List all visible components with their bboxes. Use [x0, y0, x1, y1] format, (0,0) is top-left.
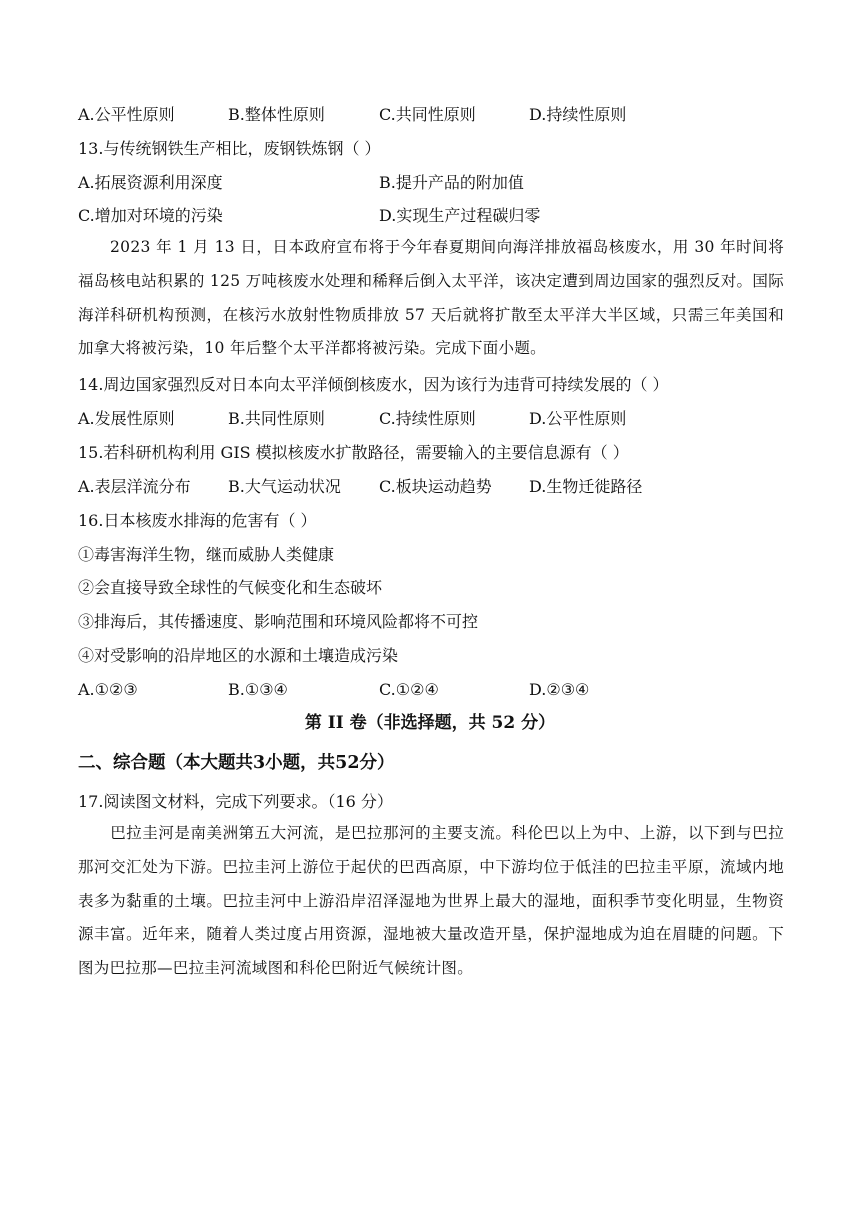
q15-option-b: B.大气运动状况 [228, 477, 341, 496]
q14-stem: 14.周边国家强烈反对日本向太平洋倾倒核废水，因为该行为违背可持续发展的（ ） [78, 375, 669, 394]
material-paragraph-1 [78, 231, 784, 366]
q12-option-d: D.持续性原则 [529, 105, 627, 124]
q13-option-d: D.实现生产过程碳归零 [379, 206, 541, 225]
q13-option-b: B.提升产品的附加值 [379, 173, 524, 192]
q12-option-c: C.共同性原则 [379, 105, 476, 124]
q16-item-4: ④对受影响的沿岸地区的水源和土壤造成污染 [78, 646, 399, 665]
q13-option-c: C.增加对环境的污染 [78, 206, 223, 225]
q13-option-a: A.拓展资源利用深度 [78, 173, 223, 192]
q15-option-c: C.板块运动趋势 [379, 477, 492, 496]
volume-2-title: 第 II 卷（非选择题，共 52 分） [304, 713, 556, 733]
q14-option-a: A.发展性原则 [78, 409, 175, 428]
q15-option-a: A.表层洋流分布 [78, 477, 191, 496]
q16-item-2: ②会直接导致全球性的气候变化和生态破坏 [78, 578, 383, 597]
q16-item-1: ①毒害海洋生物，继而威胁人类健康 [78, 545, 335, 564]
material-paragraph-2 [78, 817, 784, 986]
q16-option-d: D.②③④ [529, 680, 590, 699]
q16-option-a: A.①②③ [78, 680, 138, 699]
q15-option-d: D.生物迁徙路径 [529, 477, 643, 496]
q13-stem: 13.与传统钢铁生产相比，废钢铁炼钢（ ） [78, 139, 381, 158]
q15-stem: 15.若科研机构利用 GIS 模拟核废水扩散路径，需要输入的主要信息源有（ ） [78, 443, 629, 462]
q12-option-b: B.整体性原则 [228, 105, 325, 124]
section-2-title: 二、综合题（本大题共3小题，共52分） [78, 753, 395, 773]
material-1-text: 2023 年 1 月 13 日，日本政府宣布将于今年春夏期间向海洋排放福岛核废水，用 30 年时间将福岛核电站积累的 125 万吨核废水处理和稀释后倒入太平洋，该决定遭到周边国家的强烈反对。国际海洋科研机构预测，在核污水放射性物质排放 57 天后就将扩散至太平洋大半区域，只需三年美国和加拿大将被污染，10 年后整个太平洋都将被污染。完成下面小题。 [78, 238, 784, 358]
q17-stem: 17.阅读图文材料，完成下列要求。（16 分） [78, 792, 393, 811]
material-2-text: 巴拉圭河是南美洲第五大河流，是巴拉那河的主要支流。科伦巴以上为中、上游，以下到与巴拉那河交汇处为下游。巴拉圭河上游位于起伏的巴西高原，中下游均位于低洼的巴拉圭平原，流域内地表多为黏重的土壤。巴拉圭河中上游沿岸沼泽湿地为世界上最大的湿地，面积季节变化明显，生物资源丰富。近年来，随着人类过度占用资源，湿地被大量改造开垦，保护湿地成为迫在眉睫的问题。下图为巴拉那—巴拉圭河流域图和科伦巴附近气候统计图。 [78, 824, 784, 978]
q14-option-b: B.共同性原则 [228, 409, 325, 428]
q16-option-c: C.①②④ [379, 680, 439, 699]
q14-option-d: D.公平性原则 [529, 409, 627, 428]
q14-option-c: C.持续性原则 [379, 409, 476, 428]
q16-stem: 16.日本核废水排海的危害有（ ） [78, 511, 317, 530]
q12-option-a: A.公平性原则 [78, 105, 175, 124]
q16-option-b: B.①③④ [228, 680, 288, 699]
q16-item-3: ③排海后，其传播速度、影响范围和环境风险都将不可控 [78, 612, 479, 631]
